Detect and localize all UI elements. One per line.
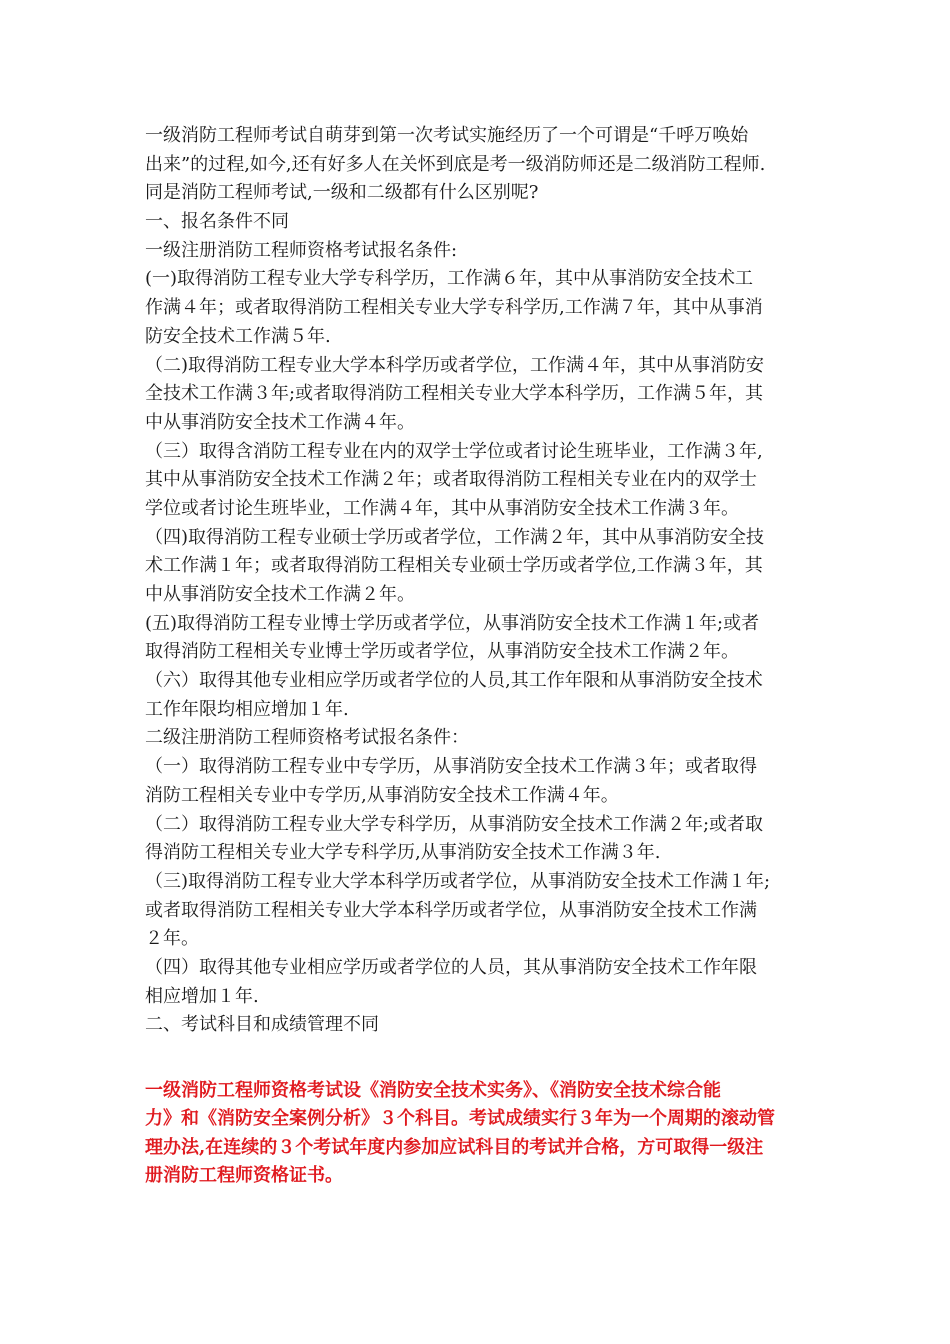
level2-item-line: 或者取得消防工程相关专业大学本科学历或者学位，从事消防安全技术工作满 [145,899,757,921]
level2-item-line: 消防工程相关专业中专学历,从事消防安全技术工作满４年。 [145,784,619,806]
level1-item-line: 防安全技术工作满５年. [145,325,331,347]
highlight-line: 一级消防工程师资格考试设《消防安全技术实务》、《消防安全技术综合能 [145,1080,721,1101]
highlight-line: 力》和《消防安全案例分析》３个科目。考试成绩实行３年为一个周期的滚动管 [145,1108,775,1130]
highlight-line: 册消防工程师资格证书。 [145,1164,343,1186]
level1-item-line: （四)取得消防工程专业硕士学历或者学位，工作满２年，其中从事消防安全技 [145,526,765,548]
level1-heading: 一级注册消防工程师资格考试报名条件: [145,239,458,261]
level1-item-line: 其中从事消防安全技术工作满２年；或者取得消防工程相关专业在内的双学士 [145,469,757,491]
intro-line: 一级消防工程师考试自萌芽到第一次考试实施经历了一个可谓是“千呼万唤始 [145,125,749,146]
level1-item-line: 中从事消防安全技术工作满２年。 [145,584,415,605]
level2-item-line: （二）取得消防工程专业大学专科学历，从事消防安全技术工作满２年;或者取 [145,813,764,835]
level1-item-line: 术工作满１年；或者取得消防工程相关专业硕士学历或者学位,工作满３年，其 [145,555,763,577]
intro-line: 同是消防工程师考试,一级和二级都有什么区别呢? [145,182,539,204]
level2-heading: 二级注册消防工程师资格考试报名条件： [145,727,469,749]
section-title: 一、报名条件不同 [145,211,289,233]
level2-item-line: 得消防工程相关专业大学专科学历,从事消防安全技术工作满３年. [145,842,661,864]
level1-item-line: (一)取得消防工程专业大学专科学历，工作满６年，其中从事消防安全技术工 [145,268,754,290]
level2-item-line: （一）取得消防工程专业中专学历，从事消防安全技术工作满３年；或者取得 [145,756,757,778]
level2-item-line: ２年。 [145,928,199,950]
level1-item-line: 全技术工作满３年;或者取得消防工程相关专业大学本科学历，工作满５年，其 [145,383,764,405]
intro-line: 出来”的过程,如今,还有好多人在关怀到底是考一级消防师还是二级消防工程师. [145,153,766,175]
section-title: 二、考试科目和成绩管理不同 [145,1014,379,1036]
level1-item-line: （六）取得其他专业相应学历或者学位的人员,其工作年限和从事消防安全技术 [145,670,763,692]
level1-item-line: 工作年限均相应增加１年. [145,698,349,720]
level1-item-line: 中从事消防安全技术工作满４年。 [145,411,415,433]
level1-item-line: （二)取得消防工程专业大学本科学历或者学位，工作满４年，其中从事消防安 [145,354,765,376]
level2-item-line: （三)取得消防工程专业大学本科学历或者学位，从事消防安全技术工作满１年; [145,870,771,892]
level1-item-line: (五)取得消防工程专业博士学历或者学位，从事消防安全技术工作满１年;或者 [145,612,760,634]
level1-item-line: （三）取得含消防工程专业在内的双学士学位或者讨论生班毕业，工作满３年, [145,440,763,462]
highlight-line: 理办法,在连续的３个考试年度内参加应试科目的考试并合格，方可取得一级注 [145,1136,764,1158]
level2-item-line: （四）取得其他专业相应学历或者学位的人员，其从事消防安全技术工作年限 [145,956,757,978]
level1-item-line: 取得消防工程相关专业博士学历或者学位，从事消防安全技术工作满２年。 [145,641,739,663]
level1-item-line: 学位或者讨论生班毕业，工作满４年，其中从事消防安全技术工作满３年。 [145,497,739,519]
level2-item-line: 相应增加１年. [145,985,259,1007]
level1-item-line: 作满４年；或者取得消防工程相关专业大学专科学历,工作满７年，其中从事消 [145,297,763,319]
document-body [145,122,810,1040]
highlight-paragraph [145,1077,810,1190]
